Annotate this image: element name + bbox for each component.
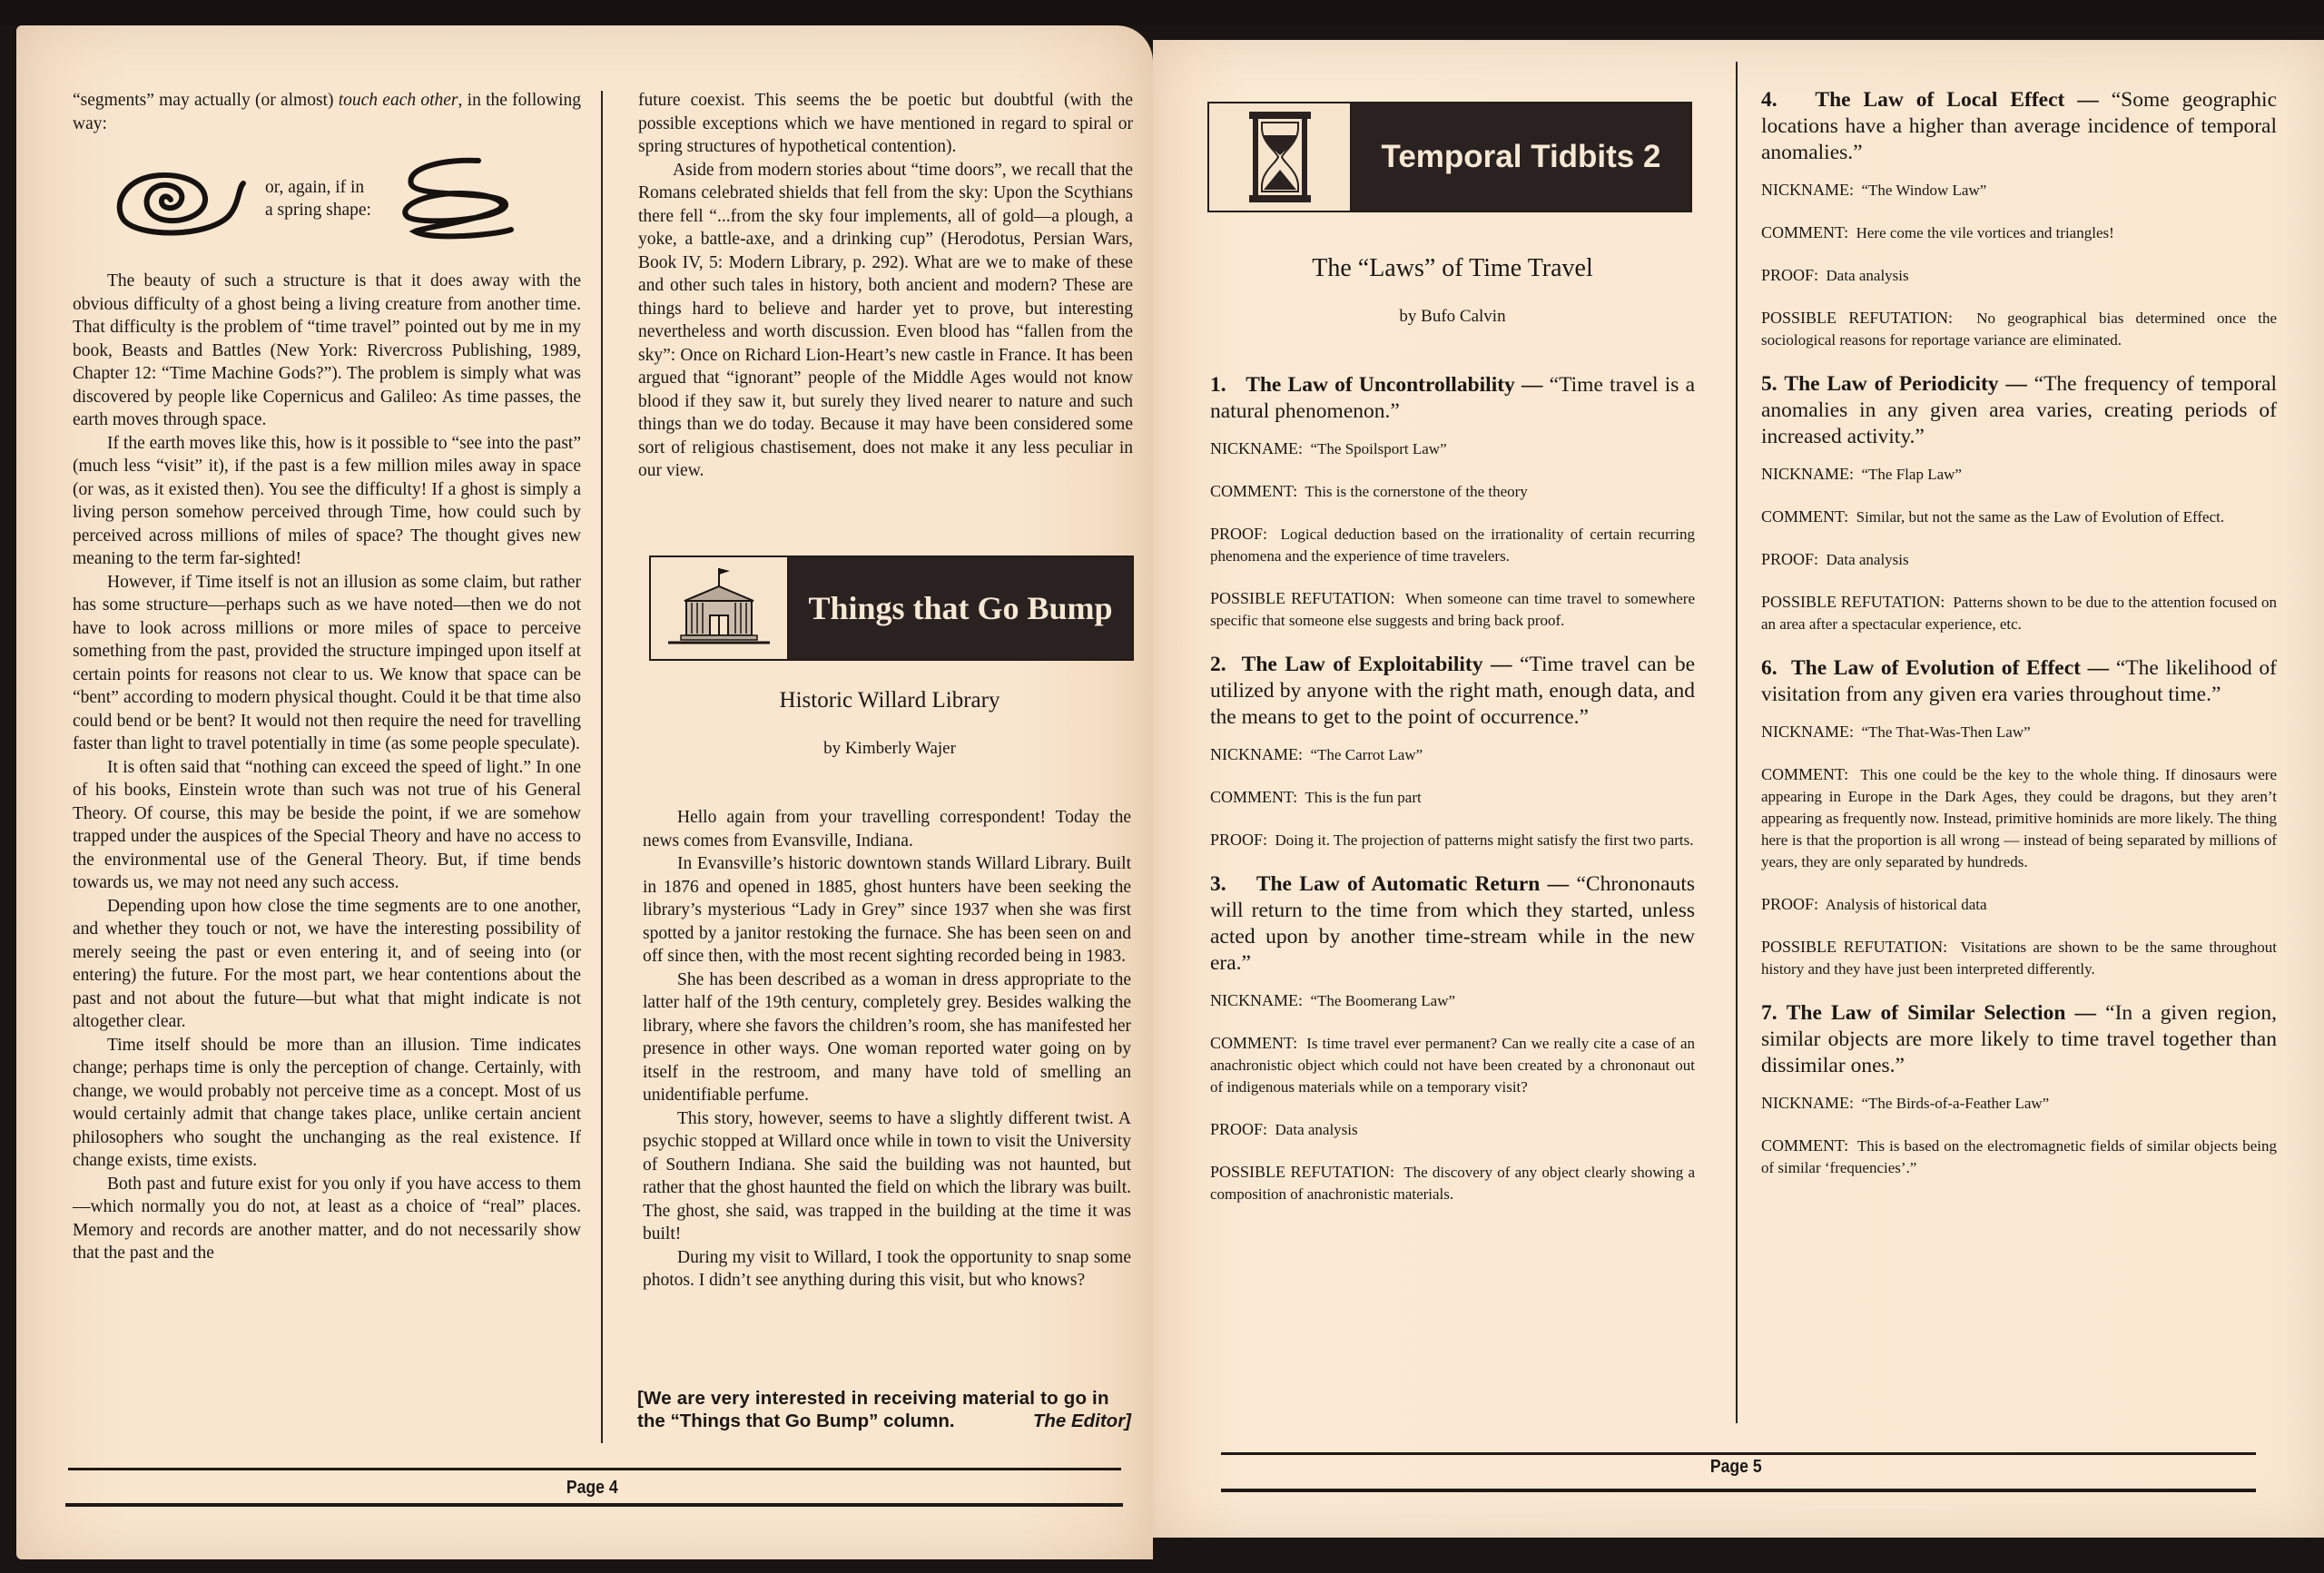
law-refutation: POSSIBLE REFUTATION: No geographical bias determined once the sociological reasons for reportage variance are eliminated.	[1761, 309, 2278, 349]
law-comment: COMMENT: Here come the vile vortices and triangles!	[1761, 223, 2114, 241]
law-nickname: NICKNAME: “The Carrot Law”	[1210, 745, 1423, 763]
law-refutation: POSSIBLE REFUTATION: The discovery of any object clearly showing a composition of anachronistic materials.	[1210, 1163, 1695, 1203]
laws-column-right	[1761, 87, 2277, 1199]
spring-icon	[395, 153, 522, 244]
spiral-icon	[107, 158, 252, 240]
essay-paragraph: Depending upon how close the time segments are to one another, and whether they touch or not, we have the interesting possibility of merely seeing the past or even entering it, and of seeing into (or entering) the future. For the most part, we hear contentions about the past and not about the future—but what that might indicate is not altogether clear.	[73, 896, 581, 1031]
footer-rule	[68, 1468, 1121, 1470]
essay-paragraph: future coexist. This seems the be poetic but doubtful (with the possible exceptions which we have mentioned in regard to spiral or spring structures of hypothetical contention).	[638, 91, 1133, 156]
essay-paragraph: Time itself should be more than an illusion. Time indicates change; perhaps time is only the perception of change. Certainly, with change, we would probably not perceive time as a concept. Most of us would certainly admit that change takes place, unlike certain ancient philosophers who sought the unchanging as the real existence. If change exists, time exists.	[73, 1035, 581, 1170]
essay-paragraph: It is often said that “nothing can exceed the speed of light.” In one of his books, Einstein wrote than such was not true of his General Theory. Of course, this may be beside the point, if we are somehow trapped under the auspices of the Special Theory and have no access to the environmental use of the General Theory. But, if time bends towards us, we may not need any such access.	[73, 757, 581, 892]
law-refutation: POSSIBLE REFUTATION: Patterns shown to be due to the attention focused on an area after a spectacular experience, etc.	[1761, 593, 2278, 633]
law-comment: COMMENT: Is time travel ever permanent? Can we really cite a case of an anachronistic object which could not have been created by a chrononaut out of indigenous materials while on a temporary visit?	[1210, 1034, 1695, 1096]
law-proof: PROOF: Data analysis	[1761, 266, 1909, 284]
law-entry	[1761, 655, 2277, 980]
article-byline: by Kimberly Wajer	[823, 739, 956, 758]
column-divider	[601, 91, 603, 1443]
law-entry	[1761, 1000, 2277, 1179]
law-proof: PROOF: Logical deduction based on the irrationality of certain recurring phenomena and the experience of time travelers.	[1210, 525, 1695, 565]
article-paragraph: Hello again from your travelling correspondent! Today the news comes from Evansville, Indiana.	[643, 808, 1131, 850]
law-heading: 6. The Law of Evolution of Effect — “The likelihood of visitation from any given era varies throughout time.”	[1761, 656, 2278, 706]
hourglass-icon	[1247, 110, 1313, 204]
law-heading: 1. The Law of Uncontrollability — “Time travel is a natural phenomenon.”	[1210, 373, 1696, 423]
law-nickname: NICKNAME: “The That-Was-Then Law”	[1761, 723, 2031, 741]
law-proof: PROOF: Doing it. The projection of patterns might satisfy the first two parts.	[1210, 831, 1694, 849]
article-paragraph: She has been described as a woman in dress appropriate to the latter half of the 19th century, completely grey. Besides walking the library, where she favors the children’s room, she has manifested her presence in other ways. One woman reported water going on by itself in the restroom, and many have told of smelling an unidentifiable perfume.	[643, 969, 1131, 1105]
article-title: Historic Willard Library	[779, 688, 1000, 713]
article-title: The “Laws” of Time Travel	[1312, 254, 1593, 282]
law-entry	[1210, 372, 1695, 632]
article-byline: by Bufo Calvin	[1399, 307, 1506, 326]
law-proof: PROOF: Analysis of historical data	[1761, 895, 1987, 913]
law-nickname: NICKNAME: “The Flap Law”	[1761, 465, 1962, 483]
law-heading: 5. The Law of Periodicity — “The frequency of temporal anomalies in any given area varies, creating periods of increased activity.”	[1761, 372, 2278, 448]
law-entry	[1210, 871, 1695, 1205]
essay-intro: “segments” may actually (or almost) touch each other, in the following way:	[73, 91, 582, 133]
essay-paragraph: However, if Time itself is not an illusion as some claim, but rather has some structure—perhaps such as we have noted—then we do not have to look across millions or more miles of space to perceive something from the past, provided the structure impinged upon itself at certain points for reasons not clear to us. We know that space can be “bent” according to modern physical thought. Could it be that time also could bend or be bent? It would not then require the need for travelling faster than light to travel potentially in time (as some people speculate).	[73, 572, 581, 753]
editor-signature: The Editor]	[1032, 1411, 1131, 1431]
article-paragraph: This story, however, seems to have a slightly different twist. A psychic stopped at Willard once while in town to visit the University of Southern Indiana. She said the building was not haunted, but rather that the ghost haunted the field on which the library was built. The ghost, she said, was trapped in the building at the time it was built!	[643, 1108, 1131, 1244]
law-comment: COMMENT: This is based on the electromagnetic fields of similar objects being of similar ‘frequencies’.”	[1761, 1136, 2278, 1176]
willard-article-body	[643, 806, 1131, 1293]
page-number: Page 5	[1709, 1457, 1762, 1477]
law-heading: 4. The Law of Local Effect — “Some geographic locations have a higher than average incidence of temporal anomalies.”	[1761, 88, 2277, 164]
banner-icon-box	[651, 557, 789, 659]
law-nickname: NICKNAME: “The Spoilsport Law”	[1210, 439, 1447, 457]
law-refutation: POSSIBLE REFUTATION: Visitations are shown to be the same throughout history and they have just been interpreted differently.	[1761, 938, 2277, 978]
things-that-go-bump-banner	[649, 555, 1134, 661]
law-heading: 3. The Law of Automatic Return — “Chrononauts will return to the time from which they started, unless acted upon by another time-stream while in the new era.”	[1210, 872, 1696, 975]
article-paragraph: During my visit to Willard, I took the opportunity to snap some photos. I didn’t see anything during this visit, but who knows?	[643, 1247, 1131, 1290]
temporal-tidbits-banner	[1207, 102, 1692, 212]
laws-column-left	[1210, 372, 1695, 1225]
law-entry	[1761, 371, 2277, 635]
essay-paragraph: If the earth moves like this, how is it possible to “see into the past” (much less “visit” it), if the past is a few million miles away in space (or was, as it existed then). You see the difficulty! If a ghost is simply a living person somehow perceived through Time, how could such by perceived across millions of miles of space? The thought gives new meaning to the term far-sighted!	[73, 433, 581, 568]
library-building-icon	[665, 565, 773, 652]
spiral-figure	[73, 144, 581, 253]
law-comment: COMMENT: This is the fun part	[1210, 788, 1422, 806]
law-heading: 7. The Law of Similar Selection — “In a given region, similar objects are more likely to time travel together than dissimilar ones.”	[1761, 1001, 2278, 1077]
footer-rule	[65, 1503, 1123, 1507]
law-comment: COMMENT: Similar, but not the same as the Law of Evolution of Effect.	[1761, 507, 2225, 526]
law-nickname: NICKNAME: “The Window Law”	[1761, 181, 1987, 199]
law-proof: PROOF: Data analysis	[1761, 550, 1909, 568]
law-comment: COMMENT: This is the cornerstone of the theory	[1210, 482, 1528, 500]
essay-paragraph: Aside from modern stories about “time doors”, we recall that the Romans celebrated shields that fell from the sky: Upon the Scythians there fell “...from the sky four implements, all of gold—a plough, a yoke, a battle-axe, and a drinking cup” (Herodotus, Persian Wars, Book IV, 5: Modern Library, p. 292). What are we to make of these and other such tales in history, both ancient and modern? These are things hard to believe and harder yet to prove, but interesting nevertheless and worth discussion. Even blood has “fallen from the sky”: Once on Richard Lion-Heart’s new castle in France. It has been argued that “ignorant” people of the Middle Ages would not know blood if they saw it, but surely they lived nearer to nature and such things than we do today. Because it may have been considered some sort of religious chastisement, does not make it any less peculiar in our view.	[638, 160, 1133, 480]
footer-rule	[1221, 1452, 2256, 1455]
page-number: Page 4	[566, 1478, 618, 1498]
law-entry	[1761, 87, 2277, 351]
law-heading: 2. The Law of Exploitability — “Time travel can be utilized by anyone with the right math, enough data, and the means to get to the point of occurrence.”	[1210, 653, 1696, 729]
law-comment: COMMENT: This one could be the key to the whole thing. If dinosaurs were appearing in Europe in the Dark Ages, they could be dragons, but they aren’t appearing as frequently now. Instead, primitive hominids are more likely. The thing here is that the proportion is all wrong — instead of being separated by millions of years, they are only separated by hundreds.	[1761, 765, 2277, 870]
figure-caption: or, again, if in a spring shape:	[265, 178, 371, 220]
background-edge	[0, 0, 2324, 25]
column-divider	[1736, 62, 1738, 1423]
law-proof: PROOF: Data analysis	[1210, 1120, 1358, 1138]
law-nickname: NICKNAME: “The Boomerang Law”	[1210, 991, 1456, 1009]
essay-paragraph: The beauty of such a structure is that it does away with the obvious difficulty of a ghost being a living creature from another time. That difficulty is the problem of “time travel” pointed out by me in my book, Beasts and Battles (New York: Rivercross Publishing, 1989, Chapter 12: “Time Machine Gods?”). The problem is simply what was discovered by people like Copernicus and Galileo: As time passes, the earth moves through space.	[73, 271, 581, 429]
article-paragraph: In Evansville’s historic downtown stands Willard Library. Built in 1876 and opened in 1885, ghost hunters have been seeking the library’s mysterious “Lady in Grey” since 1937 when she was first spotted by a janitor restoking the furnace. She has been seen on and off since then, with the most recent sighting recorded being in 1983.	[643, 854, 1131, 966]
banner-icon-box	[1209, 103, 1352, 211]
banner-title: Temporal Tidbits 2	[1352, 103, 1690, 211]
editor-note: [We are very interested in receiving material to go in the “Things that Go Bump” column. The Editor]	[637, 1388, 1131, 1431]
law-nickname: NICKNAME: “The Birds-of-a-Feather Law”	[1761, 1094, 2050, 1112]
law-entry	[1210, 652, 1695, 851]
law-refutation: POSSIBLE REFUTATION: When someone can time travel to somewhere specific that someone else suggests and bring back proof.	[1210, 589, 1695, 629]
banner-title: Things that Go Bump	[789, 557, 1132, 659]
footer-rule	[1221, 1489, 2256, 1492]
essay-paragraph: Both past and future exist for you only if you have access to them—which normally you do not, at least as a choice of “real” places. Memory and records are another matter, and do not necessarily show that the past and the	[73, 1174, 581, 1263]
essay-column-left	[73, 89, 581, 1265]
essay-column-continued	[638, 89, 1133, 483]
